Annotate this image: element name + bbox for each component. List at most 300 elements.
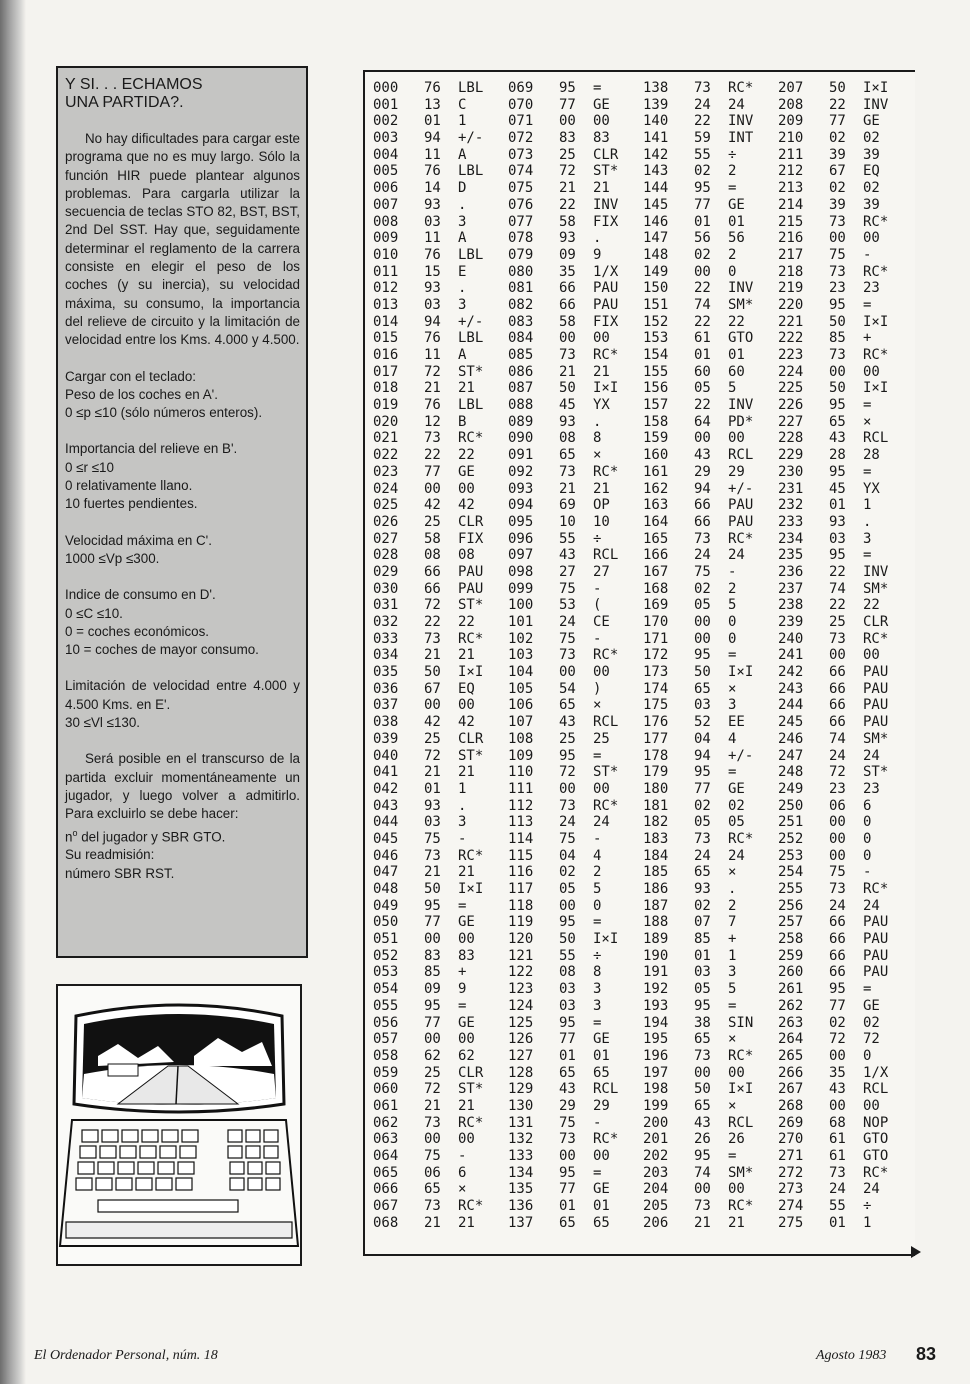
listing-key: 2 xyxy=(728,580,737,597)
readmit-cmd: número SBR RST. xyxy=(65,865,175,881)
listing-key: RC* xyxy=(593,347,619,363)
listing-step: 005 xyxy=(373,163,399,180)
listing-row xyxy=(770,581,905,598)
listing-key: PAU xyxy=(593,296,619,313)
listing-code: 73 xyxy=(559,463,576,480)
listing-step: 132 xyxy=(508,1131,534,1148)
listing-key: I×I xyxy=(863,380,889,397)
listing-step: 037 xyxy=(373,697,399,714)
listing-key: 42 xyxy=(458,497,475,514)
listing-step: 130 xyxy=(508,1097,534,1114)
listing-key: . xyxy=(863,513,872,530)
listing-step: 056 xyxy=(373,1014,399,1031)
listing-key: RC* xyxy=(863,1164,889,1181)
listing-key: LBL xyxy=(458,246,484,263)
listing-row xyxy=(635,964,770,981)
listing-code: 77 xyxy=(829,997,846,1014)
listing-step: 003 xyxy=(373,130,399,147)
listing-key: 3 xyxy=(728,697,737,714)
listing-step: 225 xyxy=(778,380,804,397)
listing-row xyxy=(635,1148,770,1165)
listing-row xyxy=(365,147,500,164)
listing-row xyxy=(365,531,500,548)
listing-key: . xyxy=(593,230,602,247)
listing-row xyxy=(500,798,635,815)
listing-row xyxy=(770,230,905,247)
listing-row xyxy=(770,163,905,180)
listing-code: 24 xyxy=(829,1181,846,1198)
listing-key: 01 xyxy=(728,347,745,363)
listing-row xyxy=(635,1048,770,1065)
listing-step: 157 xyxy=(643,397,669,414)
listing-step: 077 xyxy=(508,213,534,230)
listing-code: 72 xyxy=(424,363,441,380)
listing-key: ST* xyxy=(593,163,619,180)
listing-key: 24 xyxy=(728,96,745,113)
listing-row xyxy=(500,731,635,748)
listing-code: 22 xyxy=(829,96,846,113)
listing-key: LBL xyxy=(458,397,484,414)
listing-code: 73 xyxy=(559,797,576,814)
listing-code: 03 xyxy=(694,964,711,981)
listing-code: 22 xyxy=(829,563,846,580)
listing-row xyxy=(500,297,635,314)
listing-key: 9 xyxy=(593,246,602,263)
listing-key: 10 xyxy=(593,513,610,530)
listing-step: 093 xyxy=(508,480,534,497)
listing-step: 115 xyxy=(508,847,534,864)
listing-code: 83 xyxy=(424,947,441,964)
listing-key: 00 xyxy=(458,1031,475,1048)
listing-step: 170 xyxy=(643,614,669,630)
listing-row xyxy=(365,748,500,765)
listing-step: 211 xyxy=(778,146,804,163)
listing-code: 10 xyxy=(559,513,576,530)
listing-key: 7 xyxy=(728,914,737,931)
listing-code: 22 xyxy=(694,313,711,330)
listing-column-1 xyxy=(365,80,500,1231)
listing-key: PAU xyxy=(863,964,889,981)
listing-step: 231 xyxy=(778,480,804,497)
listing-code: 00 xyxy=(559,330,576,347)
listing-key: 3 xyxy=(728,964,737,981)
listing-row xyxy=(500,147,635,164)
listing-key: RC* xyxy=(863,213,889,230)
listing-code: 93 xyxy=(424,280,441,297)
listing-key: 00 xyxy=(863,363,880,380)
listing-key: I×I xyxy=(728,664,754,681)
listing-row xyxy=(770,831,905,848)
listing-step: 084 xyxy=(508,330,534,347)
listing-step: 068 xyxy=(373,1214,399,1231)
listing-key: 2 xyxy=(728,246,737,263)
listing-row xyxy=(365,247,500,264)
listing-code: 00 xyxy=(694,614,711,630)
listing-step: 076 xyxy=(508,196,534,213)
listing-step: 203 xyxy=(643,1164,669,1181)
listing-code: 35 xyxy=(559,263,576,280)
listing-step: 033 xyxy=(373,630,399,647)
listing-code: 00 xyxy=(694,1064,711,1081)
listing-key: 39 xyxy=(863,146,880,163)
listing-key: PAU xyxy=(593,280,619,297)
listing-row xyxy=(500,981,635,998)
listing-key: RC* xyxy=(458,1114,484,1131)
listing-key: PAU xyxy=(863,914,889,931)
listing-row xyxy=(365,447,500,464)
listing-code: 75 xyxy=(829,864,846,881)
readmit-heading: Su readmisión: xyxy=(65,847,155,863)
listing-key: 00 xyxy=(863,230,880,247)
listing-step: 094 xyxy=(508,497,534,514)
listing-row xyxy=(500,314,635,331)
listing-step: 161 xyxy=(643,463,669,480)
listing-row xyxy=(635,1098,770,1115)
listing-code: 53 xyxy=(559,597,576,614)
listing-step: 007 xyxy=(373,196,399,213)
listing-row xyxy=(635,330,770,347)
listing-key: RC* xyxy=(863,630,889,647)
exclusion-text: Será posible en el transcurso de la partida excluir momentáneamente un jugador, y luego volver a admitirlo. Para excluirlo se debe hacer: xyxy=(65,751,300,822)
listing-code: 00 xyxy=(559,664,576,681)
listing-code: 94 xyxy=(424,130,441,147)
listing-code: 22 xyxy=(829,597,846,614)
listing-row xyxy=(635,297,770,314)
listing-key: SM* xyxy=(863,580,889,597)
relief-steep: 10 fuertes pendientes. xyxy=(65,496,198,512)
listing-step: 120 xyxy=(508,931,534,948)
listing-code: 29 xyxy=(559,1097,576,1114)
listing-code: 00 xyxy=(694,263,711,280)
listing-row xyxy=(365,731,500,748)
exclude-sup: o xyxy=(72,827,78,838)
listing-code: 73 xyxy=(424,430,441,447)
consumption-instructions xyxy=(65,586,300,659)
listing-key: FIX xyxy=(593,213,619,230)
listing-key: GE xyxy=(728,196,745,213)
listing-step: 071 xyxy=(508,113,534,130)
listing-step: 072 xyxy=(508,130,534,147)
listing-code: 93 xyxy=(424,196,441,213)
listing-row xyxy=(770,814,905,831)
listing-key: 27 xyxy=(593,563,610,580)
listing-code: 75 xyxy=(559,630,576,647)
listing-step: 131 xyxy=(508,1114,534,1131)
listing-row xyxy=(365,898,500,915)
listing-step: 097 xyxy=(508,547,534,564)
listing-row xyxy=(500,1165,635,1182)
listing-step: 260 xyxy=(778,964,804,981)
listing-row xyxy=(770,364,905,381)
listing-step: 123 xyxy=(508,981,534,998)
listing-code: 73 xyxy=(694,530,711,547)
listing-step: 192 xyxy=(643,981,669,998)
listing-step: 138 xyxy=(643,80,669,96)
listing-code: 77 xyxy=(424,914,441,931)
listing-key: 2 xyxy=(593,864,602,881)
listing-key: INV xyxy=(593,196,619,213)
listing-code: 65 xyxy=(559,447,576,464)
listing-key: RC* xyxy=(728,830,754,847)
listing-step: 217 xyxy=(778,246,804,263)
listing-code: 09 xyxy=(559,246,576,263)
listing-row xyxy=(500,1148,635,1165)
listing-code: 50 xyxy=(694,664,711,681)
listing-row xyxy=(635,380,770,397)
listing-row xyxy=(635,1031,770,1048)
listing-step: 204 xyxy=(643,1181,669,1198)
listing-step: 048 xyxy=(373,881,399,897)
listing-row xyxy=(770,481,905,498)
listing-code: 66 xyxy=(694,497,711,514)
listing-key: RC* xyxy=(458,430,484,447)
listing-code: 13 xyxy=(424,96,441,113)
listing-key: +/- xyxy=(728,747,754,764)
listing-key: = xyxy=(593,747,602,764)
listing-code: 94 xyxy=(424,313,441,330)
listing-row xyxy=(500,97,635,114)
listing-key: 05 xyxy=(728,814,745,831)
listing-row xyxy=(770,964,905,981)
listing-step: 031 xyxy=(373,597,399,614)
listing-step: 190 xyxy=(643,947,669,964)
listing-key: 00 xyxy=(593,113,610,130)
listing-row xyxy=(365,814,500,831)
listing-step: 122 xyxy=(508,964,534,981)
listing-row xyxy=(500,364,635,381)
listing-code: 66 xyxy=(829,914,846,931)
listing-step: 162 xyxy=(643,480,669,497)
listing-key: GTO xyxy=(863,1148,889,1164)
listing-row xyxy=(770,1181,905,1198)
listing-step: 255 xyxy=(778,881,804,897)
listing-key: = xyxy=(863,296,872,313)
listing-code: 65 xyxy=(829,413,846,430)
listing-key: 5 xyxy=(728,597,737,614)
listing-row xyxy=(365,597,500,614)
listing-code: 22 xyxy=(424,447,441,464)
listing-key: 00 xyxy=(863,1097,880,1114)
listing-key: 72 xyxy=(863,1031,880,1048)
listing-code: 74 xyxy=(829,580,846,597)
listing-row xyxy=(500,914,635,931)
listing-key: . xyxy=(458,196,467,213)
listing-step: 184 xyxy=(643,847,669,864)
listing-row xyxy=(770,214,905,231)
listing-row xyxy=(635,147,770,164)
listing-step: 169 xyxy=(643,597,669,614)
listing-key: 56 xyxy=(728,230,745,247)
listing-code: 65 xyxy=(694,1097,711,1114)
listing-step: 014 xyxy=(373,313,399,330)
listing-key: EE xyxy=(728,714,745,731)
listing-row xyxy=(635,1165,770,1182)
listing-code: 28 xyxy=(829,447,846,464)
listing-step: 232 xyxy=(778,497,804,514)
listing-code: 03 xyxy=(694,697,711,714)
listing-code: 24 xyxy=(829,747,846,764)
listing-row xyxy=(635,914,770,931)
listing-code: 65 xyxy=(694,1031,711,1048)
listing-code: 12 xyxy=(424,413,441,430)
listing-step: 188 xyxy=(643,914,669,931)
listing-code: 65 xyxy=(559,1214,576,1231)
listing-key: 00 xyxy=(863,647,880,664)
listing-step: 063 xyxy=(373,1131,399,1148)
listing-code: 43 xyxy=(694,1114,711,1131)
listing-code: 95 xyxy=(559,80,576,96)
listing-step: 112 xyxy=(508,797,534,814)
listing-key: 00 xyxy=(728,1181,745,1198)
listing-key: FIX xyxy=(593,313,619,330)
listing-step: 128 xyxy=(508,1064,534,1081)
listing-row xyxy=(635,280,770,297)
listing-step: 117 xyxy=(508,881,534,897)
listing-row xyxy=(635,364,770,381)
listing-step: 159 xyxy=(643,430,669,447)
listing-code: 83 xyxy=(559,130,576,147)
listing-key: = xyxy=(593,1164,602,1181)
listing-key: PAU xyxy=(863,947,889,964)
listing-row xyxy=(770,1065,905,1082)
listing-step: 257 xyxy=(778,914,804,931)
listing-key: 0 xyxy=(728,263,737,280)
listing-row xyxy=(770,1115,905,1132)
listing-row xyxy=(500,964,635,981)
listing-row xyxy=(500,931,635,948)
listing-row xyxy=(770,330,905,347)
listing-code: 08 xyxy=(559,964,576,981)
listing-key: GTO xyxy=(863,1131,889,1148)
listing-key: × xyxy=(728,1097,737,1114)
listing-step: 187 xyxy=(643,897,669,914)
listing-row xyxy=(635,247,770,264)
listing-row xyxy=(770,597,905,614)
listing-key: INV xyxy=(863,563,889,580)
listing-key: . xyxy=(458,280,467,297)
listing-step: 069 xyxy=(508,80,534,96)
listing-step: 238 xyxy=(778,597,804,614)
listing-row xyxy=(635,1115,770,1132)
listing-code: 11 xyxy=(424,146,441,163)
listing-step: 136 xyxy=(508,1198,534,1215)
listing-key: 00 xyxy=(593,330,610,347)
listing-step: 046 xyxy=(373,847,399,864)
listing-step: 124 xyxy=(508,997,534,1014)
listing-row xyxy=(770,130,905,147)
listing-column-3 xyxy=(635,80,770,1231)
listing-step: 230 xyxy=(778,463,804,480)
listing-key: 23 xyxy=(863,780,880,797)
listing-step: 142 xyxy=(643,146,669,163)
listing-row xyxy=(365,130,500,147)
listing-code: 09 xyxy=(424,981,441,998)
listing-code: 66 xyxy=(694,513,711,530)
listing-step: 246 xyxy=(778,730,804,747)
listing-step: 143 xyxy=(643,163,669,180)
listing-step: 022 xyxy=(373,447,399,464)
computer-drawing xyxy=(58,986,300,1264)
listing-key: INT xyxy=(728,130,754,147)
listing-row xyxy=(500,430,635,447)
listing-key: 00 xyxy=(458,1131,475,1148)
listing-step: 195 xyxy=(643,1031,669,1048)
listing-key: PAU xyxy=(728,513,754,530)
listing-code: 25 xyxy=(424,513,441,530)
listing-code: 02 xyxy=(829,180,846,197)
listing-code: 02 xyxy=(829,1014,846,1031)
listing-step: 118 xyxy=(508,897,534,914)
listing-row xyxy=(365,764,500,781)
listing-step: 166 xyxy=(643,547,669,564)
listing-step: 218 xyxy=(778,263,804,280)
listing-step: 100 xyxy=(508,597,534,614)
listing-row xyxy=(770,147,905,164)
listing-row xyxy=(365,1131,500,1148)
listing-code: 95 xyxy=(559,1014,576,1031)
listing-step: 199 xyxy=(643,1097,669,1114)
listing-row xyxy=(635,214,770,231)
listing-step: 219 xyxy=(778,280,804,297)
listing-step: 174 xyxy=(643,680,669,697)
listing-row xyxy=(365,864,500,881)
listing-row xyxy=(635,998,770,1015)
listing-code: 01 xyxy=(829,497,846,514)
listing-key: INV xyxy=(863,96,889,113)
listing-code: 22 xyxy=(694,397,711,414)
listing-row xyxy=(500,831,635,848)
listing-row xyxy=(500,864,635,881)
listing-key: = xyxy=(863,981,872,998)
listing-key: ÷ xyxy=(593,947,602,964)
listing-code: 04 xyxy=(559,847,576,864)
listing-row xyxy=(500,881,635,898)
listing-code: 55 xyxy=(829,1198,846,1215)
listing-step: 240 xyxy=(778,630,804,647)
listing-step: 081 xyxy=(508,280,534,297)
listing-key: GE xyxy=(863,113,880,130)
listing-code: 95 xyxy=(694,764,711,781)
listing-code: 00 xyxy=(694,430,711,447)
listing-step: 181 xyxy=(643,797,669,814)
listing-code: 01 xyxy=(694,347,711,363)
listing-key: YX xyxy=(863,480,880,497)
listing-code: 66 xyxy=(829,680,846,697)
listing-row xyxy=(635,1181,770,1198)
listing-step: 032 xyxy=(373,614,399,630)
listing-key: 01 xyxy=(593,1198,610,1215)
listing-key: I×I xyxy=(863,313,889,330)
listing-code: 11 xyxy=(424,347,441,363)
listing-step: 042 xyxy=(373,780,399,797)
listing-code: 65 xyxy=(559,1064,576,1081)
page-binding-shadow xyxy=(0,0,26,1384)
listing-step: 173 xyxy=(643,664,669,681)
listing-row xyxy=(365,964,500,981)
listing-code: 21 xyxy=(559,363,576,380)
listing-row xyxy=(365,948,500,965)
listing-code: 01 xyxy=(694,213,711,230)
listing-step: 146 xyxy=(643,213,669,230)
listing-code: 58 xyxy=(559,313,576,330)
listing-row xyxy=(770,764,905,781)
listing-code: 35 xyxy=(829,1064,846,1081)
listing-key: INV xyxy=(728,113,754,130)
listing-key: - xyxy=(458,830,467,847)
listing-step: 243 xyxy=(778,680,804,697)
listing-key: + xyxy=(863,330,872,347)
listing-code: 21 xyxy=(424,1097,441,1114)
